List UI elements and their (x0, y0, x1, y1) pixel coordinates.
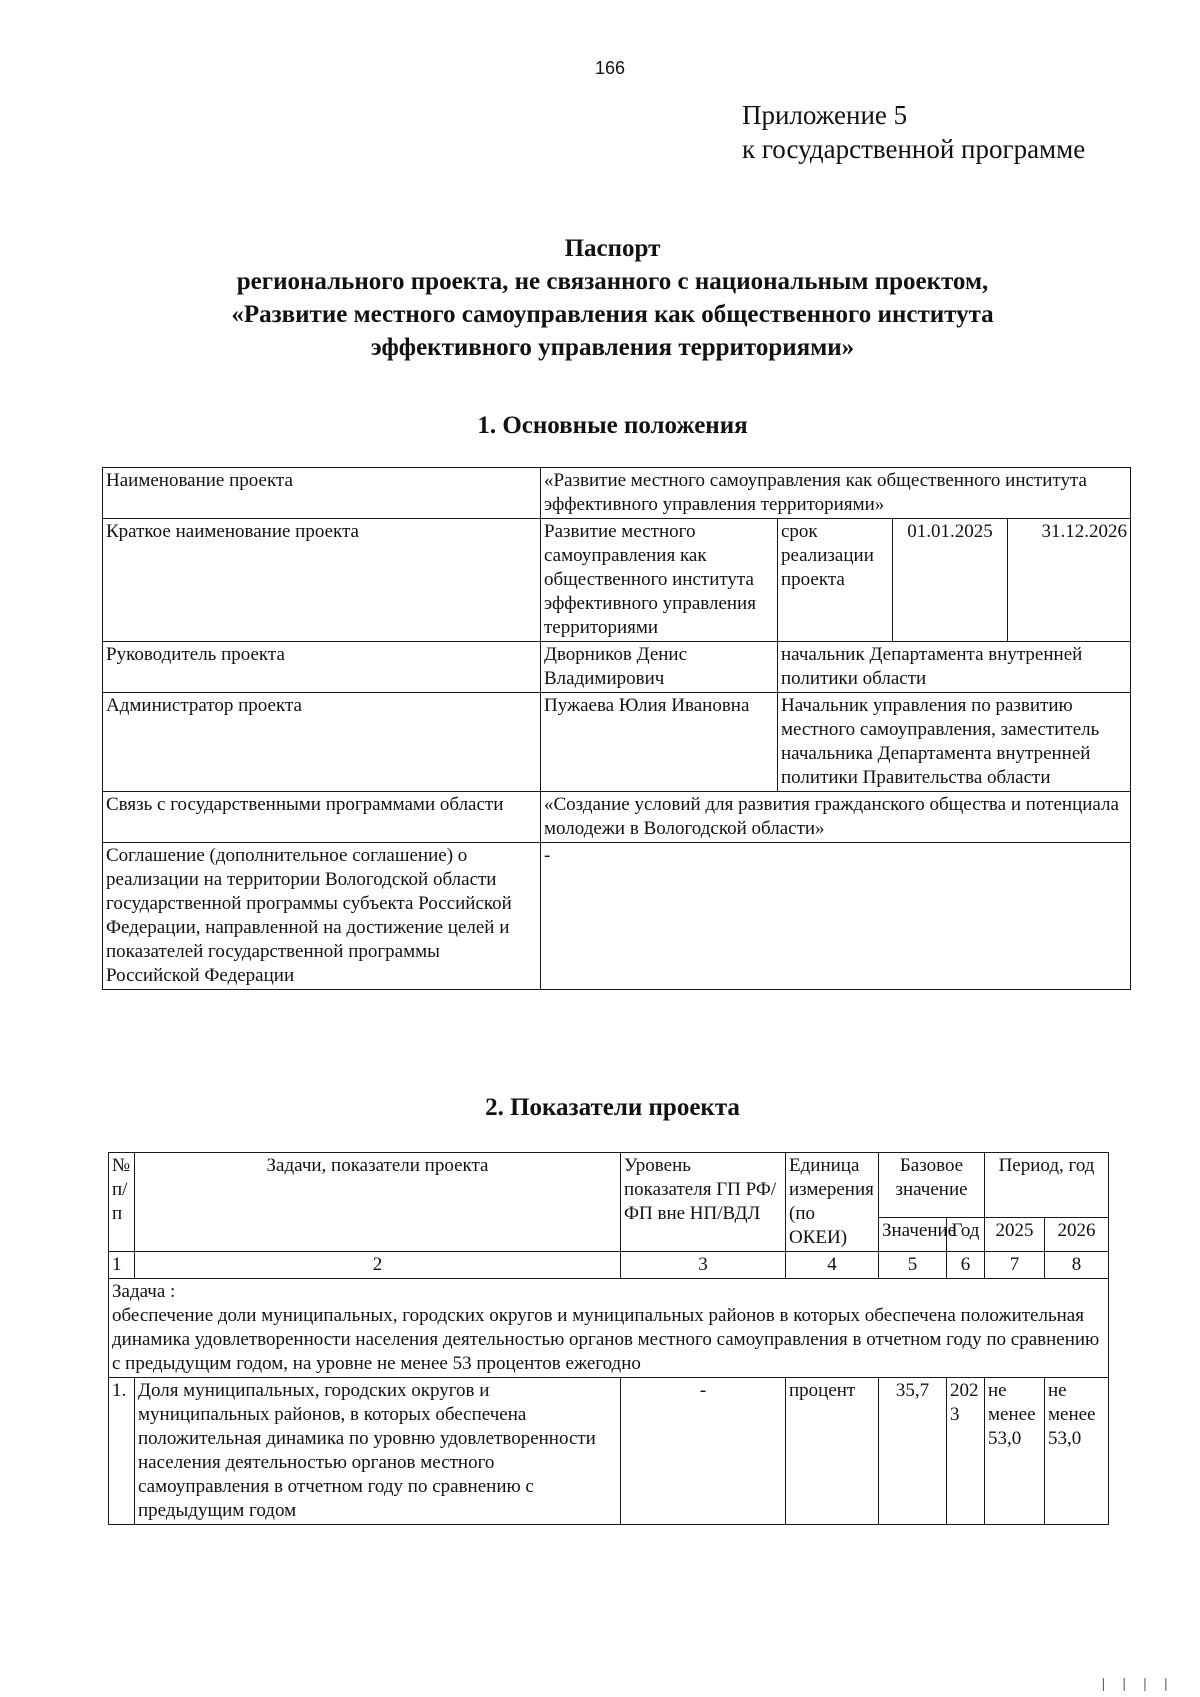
row-project-head (103, 642, 1131, 693)
task-cell (109, 1279, 1109, 1378)
task-text: обеспечение доли муниципальных, городских округов и муниципальных районов в которых обеспечена положительная динамика удовлетворенности населения деятельностью органов местного самоуправления в отчетном году по сравнению с предыдущим годом, на уровне не менее 53 процентов ежегодно (112, 1305, 1100, 1374)
project-admin-position: Начальник управления по развитию местного самоуправления, заместитель начальника Департамента внутренней политики Правительства области (778, 693, 1131, 792)
col-number-4: 4 (786, 1252, 879, 1279)
appendix-caption (742, 98, 1085, 166)
title-line-2: регионального проекта, не связанного с национальным проектом, (236, 268, 989, 295)
scan-marks: | | | | (1099, 1677, 1172, 1693)
col-number-6: 6 (947, 1252, 985, 1279)
header-num: № п/п (109, 1153, 135, 1252)
row-project-name (103, 468, 1131, 519)
project-head-name: Дворников Денис Владимирович (541, 642, 778, 693)
term-label: срок реализации проекта (778, 519, 893, 642)
col-number-7: 7 (985, 1252, 1045, 1279)
task-row (109, 1279, 1109, 1378)
indicator-row (109, 1378, 1109, 1525)
program-link-value: «Создание условий для развития гражданского общества и потенциала молодежи в Вологодской области» (541, 792, 1131, 843)
indicator-value-2026: не менее 53,0 (1045, 1378, 1109, 1525)
program-link-label: Связь с государственными программами области (103, 792, 541, 843)
title-line-4: эффективного управления территориями» (370, 334, 855, 361)
header-year-2026: 2026 (1045, 1217, 1109, 1251)
row-project-admin (103, 693, 1131, 792)
col-number-2: 2 (135, 1252, 621, 1279)
short-name-label: Краткое наименование проекта (103, 519, 541, 642)
indicator-value-2025: не менее 53,0 (985, 1378, 1045, 1525)
appendix-line-2: к государственной программе (742, 134, 1086, 164)
indicator-unit: процент (786, 1378, 879, 1525)
document-title (120, 232, 1105, 364)
main-provisions-table (102, 467, 1131, 990)
col-number-5: 5 (879, 1252, 947, 1279)
column-numbers-row (109, 1252, 1109, 1279)
indicator-base-year: 2023 (947, 1378, 985, 1525)
project-admin-label: Администратор проекта (103, 693, 541, 792)
header-base: Базовое значение (879, 1153, 985, 1218)
title-line-1: Паспорт (564, 235, 661, 262)
project-head-label: Руководитель проекта (103, 642, 541, 693)
project-name-value: «Развитие местного самоуправления как общественного института эффективного управления территориями» (541, 468, 1131, 519)
row-agreement (103, 843, 1131, 990)
indicator-name: Доля муниципальных, городских округов и муниципальных районов, в которых обеспечена положительная динамика по уровню удовлетворенности населения деятельностью органов местного самоуправления в отчетном году по сравнению с предыдущим годом (135, 1378, 621, 1525)
page-number: 166 (594, 58, 626, 78)
header-tasks: Задачи, показатели проекта (135, 1153, 621, 1252)
row-program-link (103, 792, 1131, 843)
col-number-1: 1 (109, 1252, 135, 1279)
section-2-heading: 2. Показатели проекта (485, 1094, 740, 1121)
appendix-line-1: Приложение 5 (742, 100, 908, 130)
indicator-num: 1. (109, 1378, 135, 1525)
header-unit: Единица измерения (по ОКЕИ) (786, 1153, 879, 1252)
project-name-label: Наименование проекта (103, 468, 541, 519)
term-end: 31.12.2026 (1008, 519, 1131, 642)
indicator-level: - (621, 1378, 786, 1525)
row-short-name (103, 519, 1131, 642)
short-name-value: Развитие местного самоуправления как общественного института эффективного управления территориями (541, 519, 778, 642)
title-line-3: «Развитие местного самоуправления как общественного института (231, 301, 994, 328)
agreement-value: - (541, 843, 1131, 990)
indicator-base-value: 35,7 (879, 1378, 947, 1525)
indicators-table (108, 1152, 1109, 1525)
project-head-position: начальник Департамента внутренней политики области (778, 642, 1131, 693)
col-number-8: 8 (1045, 1252, 1109, 1279)
project-admin-name: Пужаева Юлия Ивановна (541, 693, 778, 792)
header-year-2025: 2025 (985, 1217, 1045, 1251)
indicators-header-row-1 (109, 1153, 1109, 1218)
header-base-year: Год (947, 1217, 985, 1251)
agreement-label: Соглашение (дополнительное соглашение) о реализации на территории Вологодской области государственной программы субъекта Российской Федерации, направленной на достижение целей и показателей государственной программы Российской Федерации (103, 843, 541, 990)
term-start: 01.01.2025 (893, 519, 1008, 642)
col-number-3: 3 (621, 1252, 786, 1279)
header-period: Период, год (985, 1153, 1109, 1218)
task-label: Задача : (112, 1281, 176, 1302)
section-1-heading: 1. Основные положения (477, 412, 748, 439)
header-level: Уровень показателя ГП РФ/ФП вне НП/ВДЛ (621, 1153, 786, 1252)
header-base-value: Значение (879, 1217, 947, 1251)
